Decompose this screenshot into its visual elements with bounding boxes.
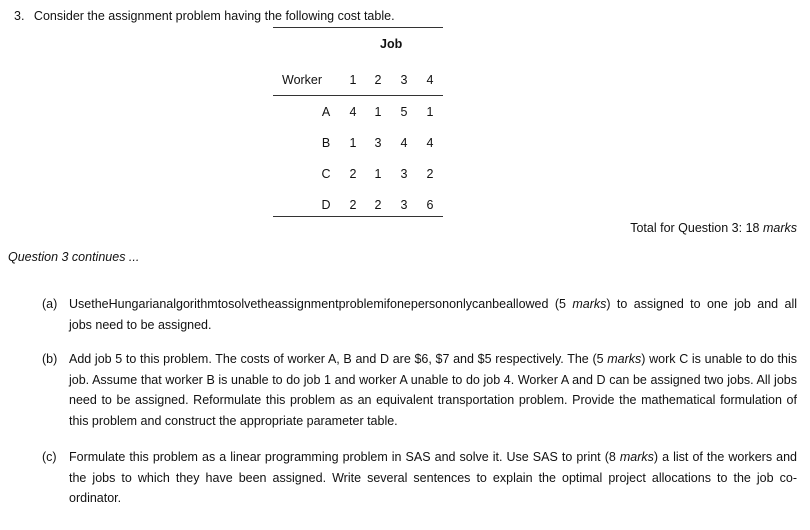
part-c (42, 447, 797, 509)
continues-note: Question 3 continues ... (8, 250, 140, 264)
question-intro: Consider the assignment problem having the following cost table. (33, 9, 395, 23)
job-header-3: 3 (400, 73, 408, 87)
cost-cell: 2 (426, 167, 434, 181)
part-body (69, 349, 797, 431)
part-tag: (b) (42, 352, 58, 366)
part-tag: (a) (42, 297, 58, 311)
worker-label: A (321, 105, 331, 119)
part-marks: marks (619, 450, 654, 464)
cost-cell: 5 (400, 105, 408, 119)
cost-cell: 1 (426, 105, 434, 119)
cost-cell: 1 (349, 136, 357, 150)
cost-cell: 3 (400, 167, 408, 181)
table-top-rule (273, 27, 443, 28)
cost-cell: 2 (374, 198, 382, 212)
job-header-4: 4 (426, 73, 434, 87)
total-marks (630, 221, 797, 235)
part-text: ) work C is unable to do this job. Assume that worker B is unable to do job 1 and worker A unable to do job 4. Worker A and D can be assigned two jobs. All jobs need to be assigned. Reformulate this problem as an equivalent transportation problem. Provide the mathematical formulation of this problem and construct the appropriate parameter table. (69, 352, 797, 428)
table-header-rule (273, 95, 443, 96)
part-text: Formulate this problem as a linear programming problem in SAS and solve it. Use SAS to print (8 (69, 450, 616, 464)
cost-cell: 3 (374, 136, 382, 150)
cost-cell: 4 (349, 105, 357, 119)
part-body (69, 294, 797, 335)
part-body (69, 447, 797, 509)
question-number: 3. (14, 9, 25, 23)
job-header-2: 2 (374, 73, 382, 87)
table-bottom-rule (273, 216, 443, 217)
cost-cell: 4 (426, 136, 434, 150)
cost-cell: 6 (426, 198, 434, 212)
cost-cell: 2 (349, 167, 357, 181)
part-b (42, 349, 797, 431)
part-a (42, 294, 797, 335)
part-text: UsetheHungarianalgorithmtosolvetheassignmentproblemifonepersononlycanbeallowed (5 (69, 297, 566, 311)
question-heading (14, 9, 395, 23)
worker-header: Worker (282, 73, 323, 87)
part-text: ) to assigned to one job and all jobs need to be assigned. (69, 297, 797, 332)
worker-label: D (321, 198, 331, 212)
worker-label: C (321, 167, 331, 181)
part-marks: marks (607, 352, 642, 366)
part-text: ) a list of the workers and the jobs to which they have been assigned. Write several sentences to explain the optimal project allocations to the job co-ordinator. (69, 450, 797, 505)
cost-cell: 1 (374, 105, 382, 119)
total-marks-unit: marks (762, 221, 797, 235)
cost-cell: 2 (349, 198, 357, 212)
part-marks: marks (572, 297, 607, 311)
total-marks-text: Total for Question 3: 18 (630, 221, 760, 235)
cost-cell: 1 (374, 167, 382, 181)
part-tag: (c) (42, 450, 57, 464)
part-text: Add job 5 to this problem. The costs of worker A, B and D are $6, $7 and $5 respectively. The (5 (69, 352, 604, 366)
cost-cell: 3 (400, 198, 408, 212)
worker-label: B (321, 136, 331, 150)
cost-cell: 4 (400, 136, 408, 150)
job-header: Job (380, 37, 403, 51)
job-header-1: 1 (349, 73, 357, 87)
